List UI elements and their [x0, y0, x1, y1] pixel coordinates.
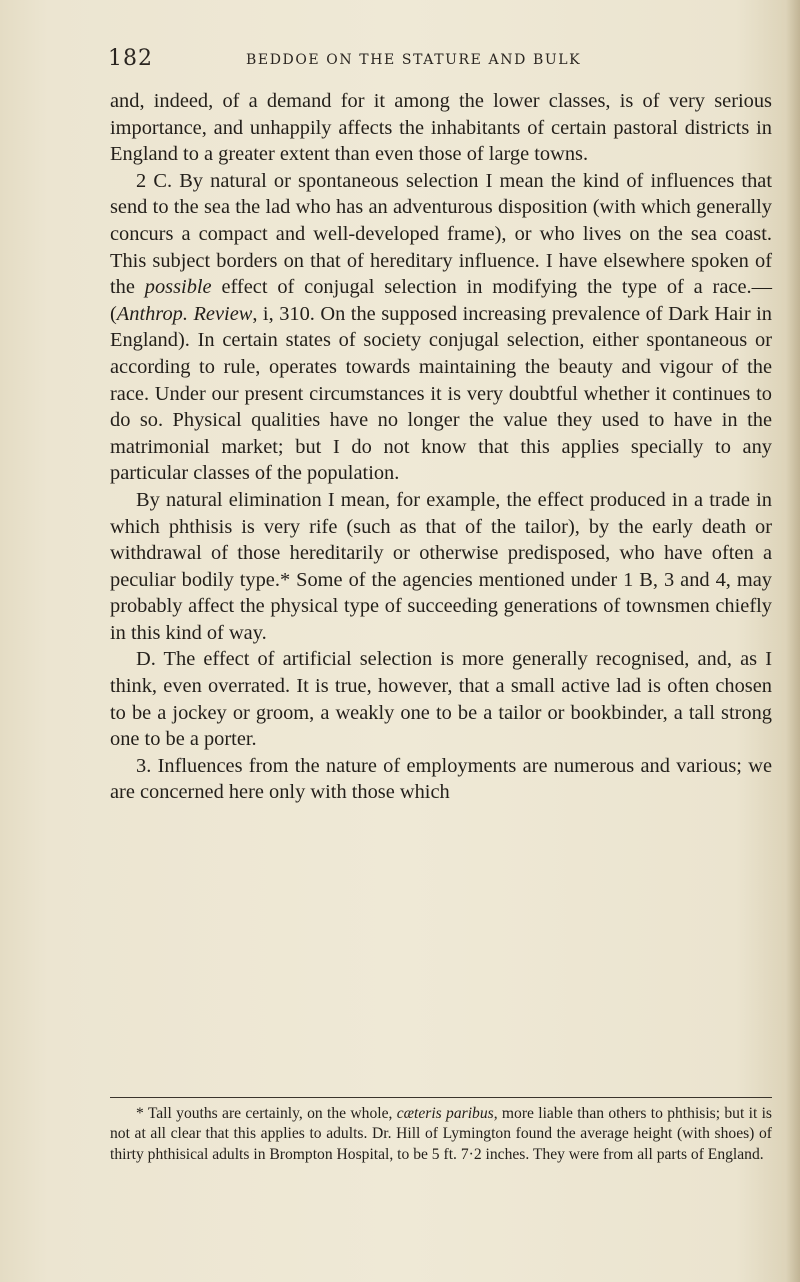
footnote-text: [110, 1104, 772, 1165]
running-head: BEDDOE ON THE STATURE AND BULK: [246, 52, 582, 68]
body-text: [110, 88, 772, 806]
paragraph-2-part-a: 2 C. By natural or spontaneous selection I mean the kind of influences that send to the sea the lad who has an adventurous disposition (with which generally concurs a compact and well-developed frame), or who lives on the sea coast. This subject borders on that of hereditary influence. I have elsewhere spoken of the: [110, 169, 772, 299]
footnote-part-b: , more liable than others to phthisis; but it is not at all clear that this applies to adults. Dr. Hill of Lymington found the average height (with shoes) of thirty phthisical adults in Brompton Hospital, to be 5 ft. 7·2 inches. They were from all parts of England.: [110, 1105, 772, 1163]
footnote-italic: cæteris paribus: [396, 1105, 494, 1122]
footnote-part-a: * Tall youths are certainly, on the whole,: [136, 1105, 397, 1122]
paragraph-4: D. The effect of artificial selection is more generally recognised, and, as I think, even overrated. It is true, however, that a small active lad is often chosen to be a jockey or groom, a weakly one to be a tailor or bookbinder, a tall strong one to be a porter.: [110, 648, 772, 751]
paragraph-5: 3. Influences from the nature of employments are numerous and various; we are concerned here only with those which: [110, 754, 772, 804]
footnote-rule: [110, 1097, 772, 1098]
italic-reference: Anthrop. Review: [116, 302, 253, 325]
paragraph-2-part-c: , i, 310. On the supposed increasing prevalence of Dark Hair in England). In certain states of society conjugal selection, either spontaneous or according to rule, operates towards maintaining the beauty and vigour of the race. Under our present circumstances it is very doubtful whether it continues to do so. Physical qualities have no longer the value they used to have in the matrimonial market; but I do not know that this applies specially to any particular classes of the population.: [110, 302, 772, 485]
paragraph-1: and, indeed, of a demand for it among the lower classes, is of very serious importance, and unhappily affects the inhabitants of certain pastoral districts in England to a greater extent than even those of large towns.: [110, 90, 772, 166]
italic-possible: possible: [144, 276, 212, 299]
paragraph-2: [110, 168, 772, 487]
paragraph-2-part-b: effect of conjugal selection in modifying the type of a race.—(: [110, 276, 772, 325]
page-edge-shadow: [786, 0, 800, 1282]
paragraph-3: By natural elimination I mean, for example, the effect produced in a trade in which phthisis is very rife (such as that of the tailor), by the early death or withdrawal of those hereditarily or otherwise predisposed, who have often a peculiar bodily type.* Some of the agencies mentioned under 1 B, 3 and 4, may probably affect the physical type of succeeding generations of townsmen chiefly in this kind of way.: [110, 488, 772, 644]
page-number: 182: [108, 46, 153, 71]
footnote: [110, 1104, 772, 1165]
